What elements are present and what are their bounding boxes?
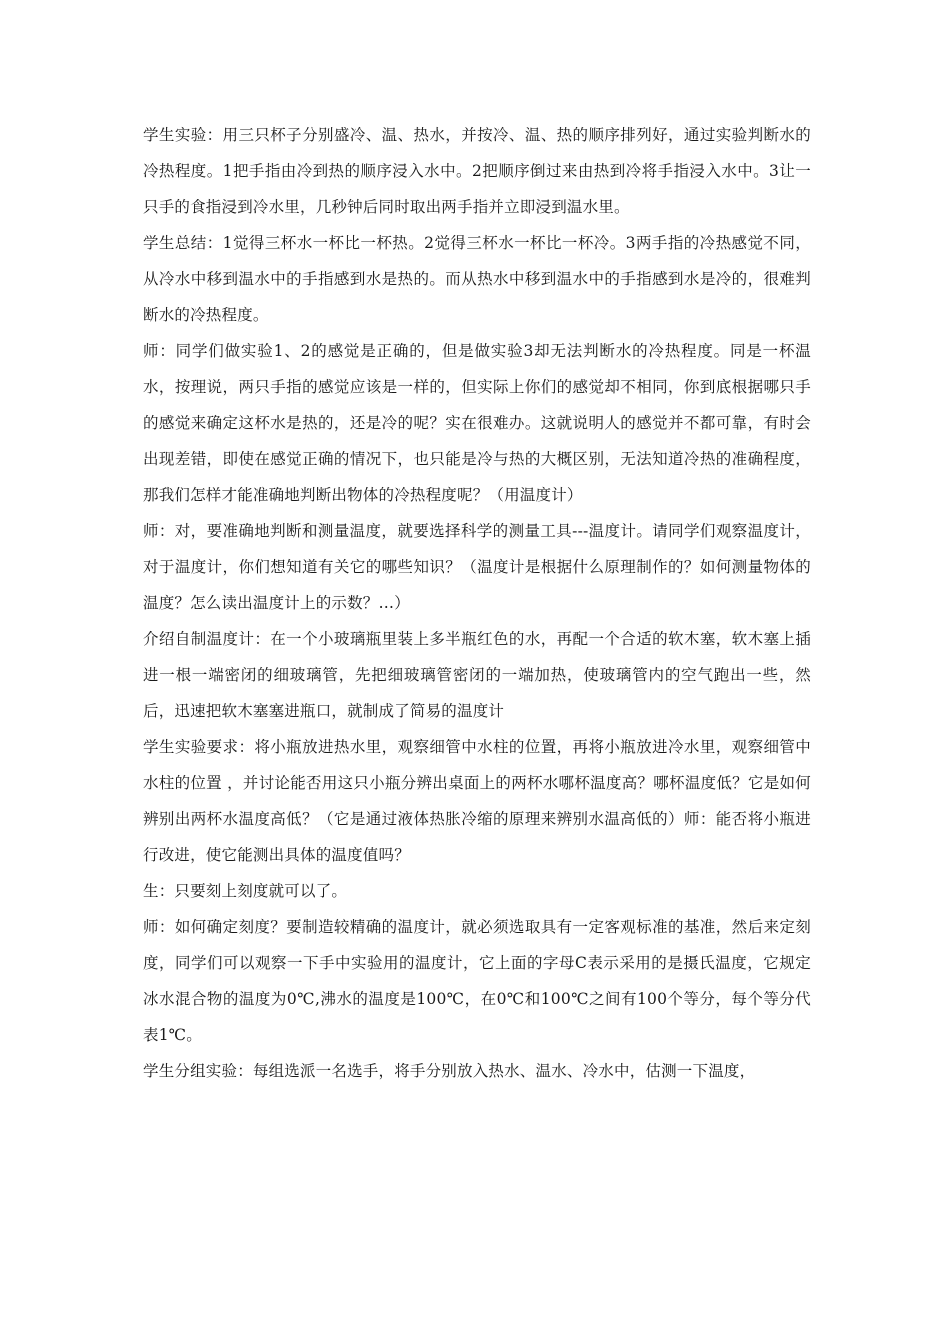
- paragraph-teacher-thermometer: 师：对，要准确地判断和测量温度，就要选择科学的测量工具---温度计。请同学们观察温度计，对于温度计，你们想知道有关它的哪些知识？（温度计是根据什么原理制作的？如何测量物体的温度？怎么读出温度计上的示数？…）: [143, 522, 811, 612]
- paragraph-student-answer: 生：只要刻上刻度就可以了。: [143, 882, 348, 900]
- paragraph-teacher-explanation: 师：同学们做实验1、2的感觉是正确的，但是做实验3却无法判断水的冷热程度。同是一杯温水，按理说，两只手指的感觉应该是一样的，但实际上你们的感觉却不相同，你到底根据哪只手的感觉来确定这杯水是热的，还是冷的呢？实在很难办。这就说明人的感觉并不都可靠，有时会出现差错，即使在感觉正确的情况下，也只能是冷与热的大概区别，无法知道冷热的准确程度，那我们怎样才能准确地判断出物体的冷热程度呢？（用温度计）: [143, 342, 811, 504]
- paragraph-student-summary: 学生总结：1觉得三杯水一杯比一杯热。2觉得三杯水一杯比一杯冷。3两手指的冷热感觉不同，从冷水中移到温水中的手指感到水是热的。而从热水中移到温水中的手指感到水是冷的，很难判断水的冷热程度。: [143, 234, 811, 324]
- paragraph-teacher-scale: 师：如何确定刻度？要制造较精确的温度计，就必须选取具有一定客观标准的基准，然后来定刻度，同学们可以观察一下手中实验用的温度计，它上面的字母C表示采用的是摄氏温度，它规定冰水混合物的温度为0℃,沸水的温度是100℃，在0℃和100℃之间有100个等分，每个等分代表1℃。: [143, 918, 811, 1044]
- paragraph-experiment-requirements: 学生实验要求：将小瓶放进热水里，观察细管中水柱的位置，再将小瓶放进冷水里，观察细管中水柱的位置 ，并讨论能否用这只小瓶分辨出桌面上的两杯水哪杯温度高？哪杯温度低？它是如何辨别出两杯水温度高低？（它是通过液体热胀冷缩的原理来辨别水温高低的）师：能否将小瓶进行改进，使它能测出具体的温度值吗？: [143, 738, 811, 864]
- paragraph-student-experiment: 学生实验：用三只杯子分别盛冷、温、热水，并按冷、温、热的顺序排列好，通过实验判断水的冷热程度。1把手指由冷到热的顺序浸入水中。2把顺序倒过来由热到冷将手指浸入水中。3让一只手的食指浸到冷水里，几秒钟后同时取出两手指并立即浸到温水里。: [143, 126, 811, 216]
- document-body: [143, 117, 811, 1089]
- paragraph-homemade-thermometer: 介绍自制温度计：在一个小玻璃瓶里装上多半瓶红色的水，再配一个合适的软木塞，软木塞上插进一根一端密闭的细玻璃管，先把细玻璃管密闭的一端加热，使玻璃管内的空气跑出一些，然后，迅速把软木塞塞进瓶口，就制成了简易的温度计: [143, 630, 811, 720]
- paragraph-group-experiment: 学生分组实验：每组选派一名选手，将手分别放入热水、温水、冷水中，估测一下温度，: [143, 1062, 756, 1080]
